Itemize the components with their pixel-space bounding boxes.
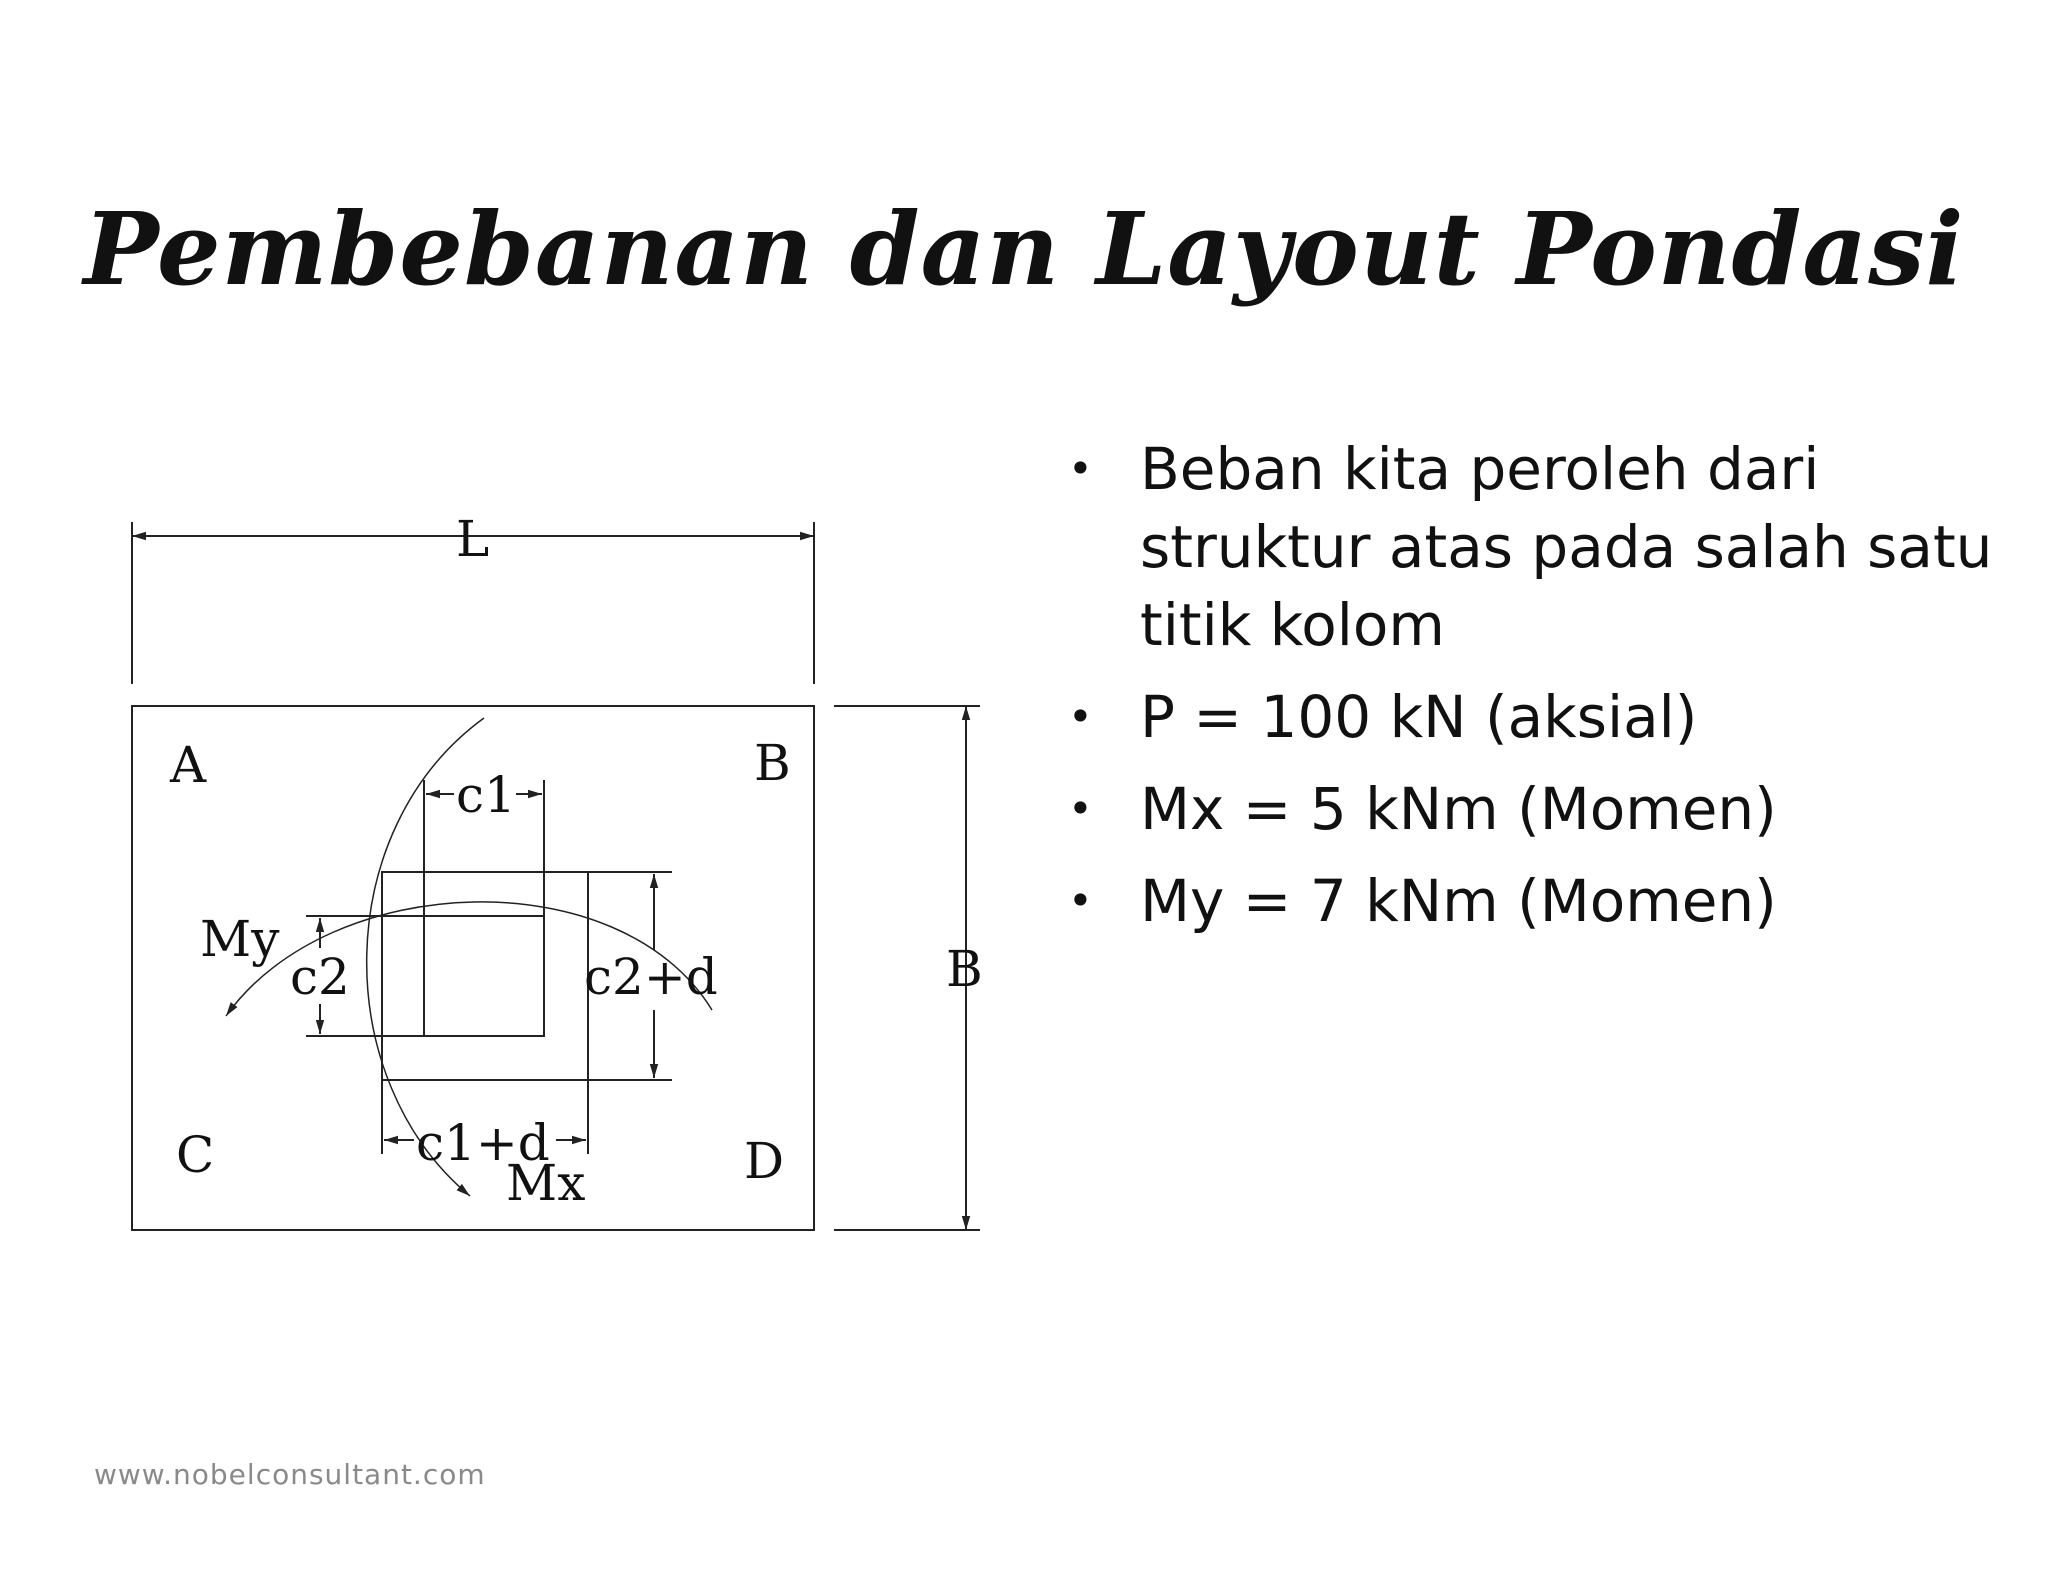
critical-section [382,872,588,1080]
label-l: L [456,510,490,568]
bullet-item [1060,678,2020,756]
load-bullet-list [1060,430,2020,954]
bullet-dot-icon: • [1068,444,1093,493]
bullet-text: P = 100 kN (aksial) [1140,683,1698,751]
bullet-text: Beban kita peroleh dari struktur atas pada salah satu titik kolom [1140,435,1993,659]
bullet-item [1060,770,2020,848]
label-c1d: c1+d [416,1114,550,1172]
bullet-item [1060,430,2020,664]
label-c2d: c2+d [584,948,718,1006]
footer-url: www.nobelconsultant.com [94,1458,486,1491]
bullet-dot-icon: • [1068,876,1093,925]
column [424,916,544,1036]
label-c1: c1 [456,766,516,824]
label-my: My [200,910,280,968]
label-mx: Mx [506,1154,586,1212]
label-c2: c2 [290,948,350,1006]
bullet-text: My = 7 kNm (Momen) [1140,867,1777,935]
corner-c-label: C [176,1126,215,1184]
bullet-text: Mx = 5 kNm (Momen) [1140,775,1777,843]
corner-b-label: B [754,734,791,792]
corner-d-label: D [744,1132,785,1190]
corner-a-label: A [170,736,207,794]
bullet-dot-icon: • [1068,784,1093,833]
bullet-dot-icon: • [1068,692,1093,741]
slide-title: Pembebanan dan Layout Pondasi [83,190,1965,308]
bullet-item [1060,862,2020,940]
label-b-dim: B [946,940,983,998]
